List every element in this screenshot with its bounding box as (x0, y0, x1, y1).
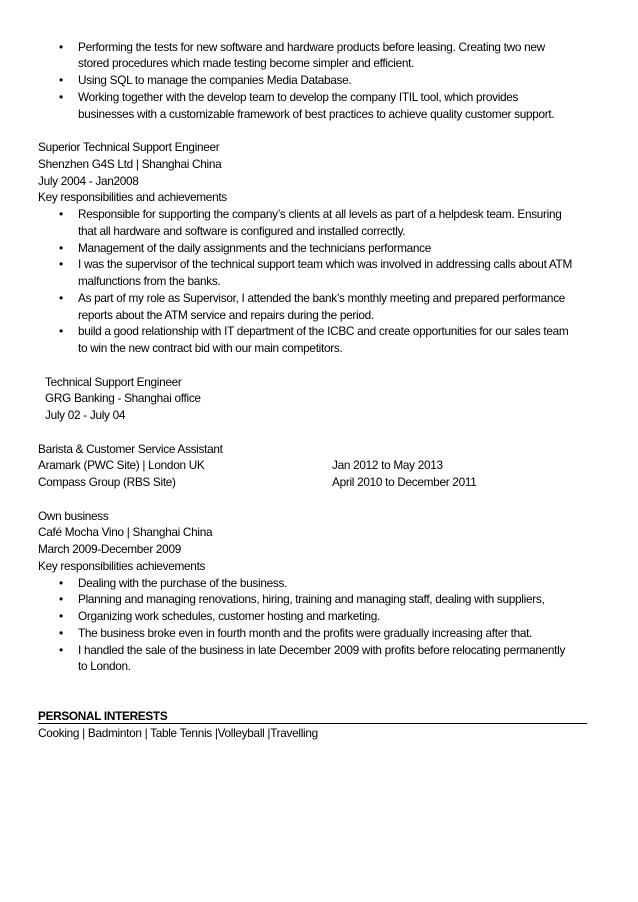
list-item (0, 240, 638, 257)
list-item (0, 206, 638, 240)
bullet-continuation: stored procedures which made testing become simpler and efficient. (78, 56, 415, 71)
list-item (0, 72, 638, 89)
job-company: Shenzhen G4S Ltd | Shanghai China (38, 156, 222, 171)
bullet-list (0, 206, 638, 357)
bullet-line: • Planning and managing renovations, hiring, training and managing staff, dealing with suppliers, (0, 591, 638, 608)
bullet-line: • I handled the sale of the business in late December 2009 with profits before relocating permanently (0, 642, 638, 659)
job-dates: July 2004 - Jan2008 (38, 173, 139, 188)
employer-name: Compass Group (RBS Site) (38, 475, 176, 490)
job-dates: July 02 - July 04 (45, 408, 126, 423)
bullet-line: • Using SQL to manage the companies Media Database. (0, 72, 638, 89)
job-subheading: Key responsibilities and achievements (38, 190, 227, 205)
section-heading-row (0, 709, 638, 726)
interests-section (0, 709, 638, 743)
bullet-line: • I was the supervisor of the technical support team which was involved in addressing calls about ATM (0, 256, 638, 273)
job-dates: March 2009-December 2009 (38, 542, 181, 557)
list-item (0, 625, 638, 642)
job-title: Barista & Customer Service Assistant (38, 441, 223, 456)
bullet-continuation: businesses with a customizable framework of best practices to achieve quality customer support. (78, 106, 555, 121)
bullet-continuation: to London. (78, 659, 131, 674)
job-title: Superior Technical Support Engineer (38, 140, 220, 155)
bullet-line: • Dealing with the purchase of the business. (0, 575, 638, 592)
list-item (0, 591, 638, 608)
employer-dates: April 2010 to December 2011 (332, 475, 477, 490)
list-item (0, 290, 638, 324)
spacer (0, 122, 638, 139)
list-item (0, 575, 638, 592)
list-item (0, 608, 638, 625)
employer-row (0, 474, 638, 491)
bullet-line: • build a good relationship with IT department of the ICBC and create opportunities for our sales team (0, 323, 638, 340)
bullet-continuation: reports about the ATM service and repairs during the period. (78, 307, 374, 322)
job-subheading: Key responsibilities achievements (38, 558, 206, 573)
spacer (0, 692, 638, 709)
section-heading: PERSONAL INTERESTS (38, 710, 587, 724)
job-title: Technical Support Engineer (45, 374, 182, 389)
bullet-line: • The business broke even in fourth month and the profits were gradually increasing after that. (0, 625, 638, 642)
bullet-list (0, 39, 638, 123)
spacer (0, 424, 638, 441)
list-item (0, 256, 638, 290)
interests-text: Cooking | Badminton | Table Tennis |Volleyball |Travelling (38, 726, 318, 741)
spacer (0, 491, 638, 508)
job-company: Café Mocha Vino | Shanghai China (38, 525, 213, 540)
job-title: Own business (38, 508, 109, 523)
job-entry-superior (0, 139, 638, 357)
spacer (0, 357, 638, 374)
list-item (0, 39, 638, 73)
list-item (0, 642, 638, 676)
bullet-line: • Organizing work schedules, customer hosting and marketing. (0, 608, 638, 625)
spacer (0, 675, 638, 692)
bullet-line: • As part of my role as Supervisor, I attended the bank’s monthly meeting and prepared performance (0, 290, 638, 307)
bullet-line: • Management of the daily assignments and the technicians performance (0, 240, 638, 257)
bullet-line: • Performing the tests for new software and hardware products before leasing. Creating two new (0, 39, 638, 56)
employer-name: Aramark (PWC Site) | London UK (38, 458, 205, 473)
bullet-line: • Working together with the develop team to develop the company ITIL tool, which provides (0, 89, 638, 106)
bullet-list (0, 575, 638, 676)
list-item (0, 323, 638, 357)
resume-page (0, 39, 638, 743)
list-item (0, 89, 638, 123)
bullet-continuation: to win the new contract bid with our main competitors. (78, 341, 343, 356)
bullet-continuation: that all hardware and software is configured and installed correctly. (78, 223, 406, 238)
job-entry-barista (0, 441, 638, 491)
job-company: GRG Banking - Shanghai office (45, 391, 201, 406)
job-entry-technical (0, 374, 638, 424)
employer-row (0, 457, 638, 474)
bullet-line: • Responsible for supporting the company’s clients at all levels as part of a helpdesk team. Ensuring (0, 206, 638, 223)
job-entry-own-business (0, 508, 638, 676)
employer-dates: Jan 2012 to May 2013 (332, 458, 443, 473)
bullet-continuation: malfunctions from the banks. (78, 274, 221, 289)
